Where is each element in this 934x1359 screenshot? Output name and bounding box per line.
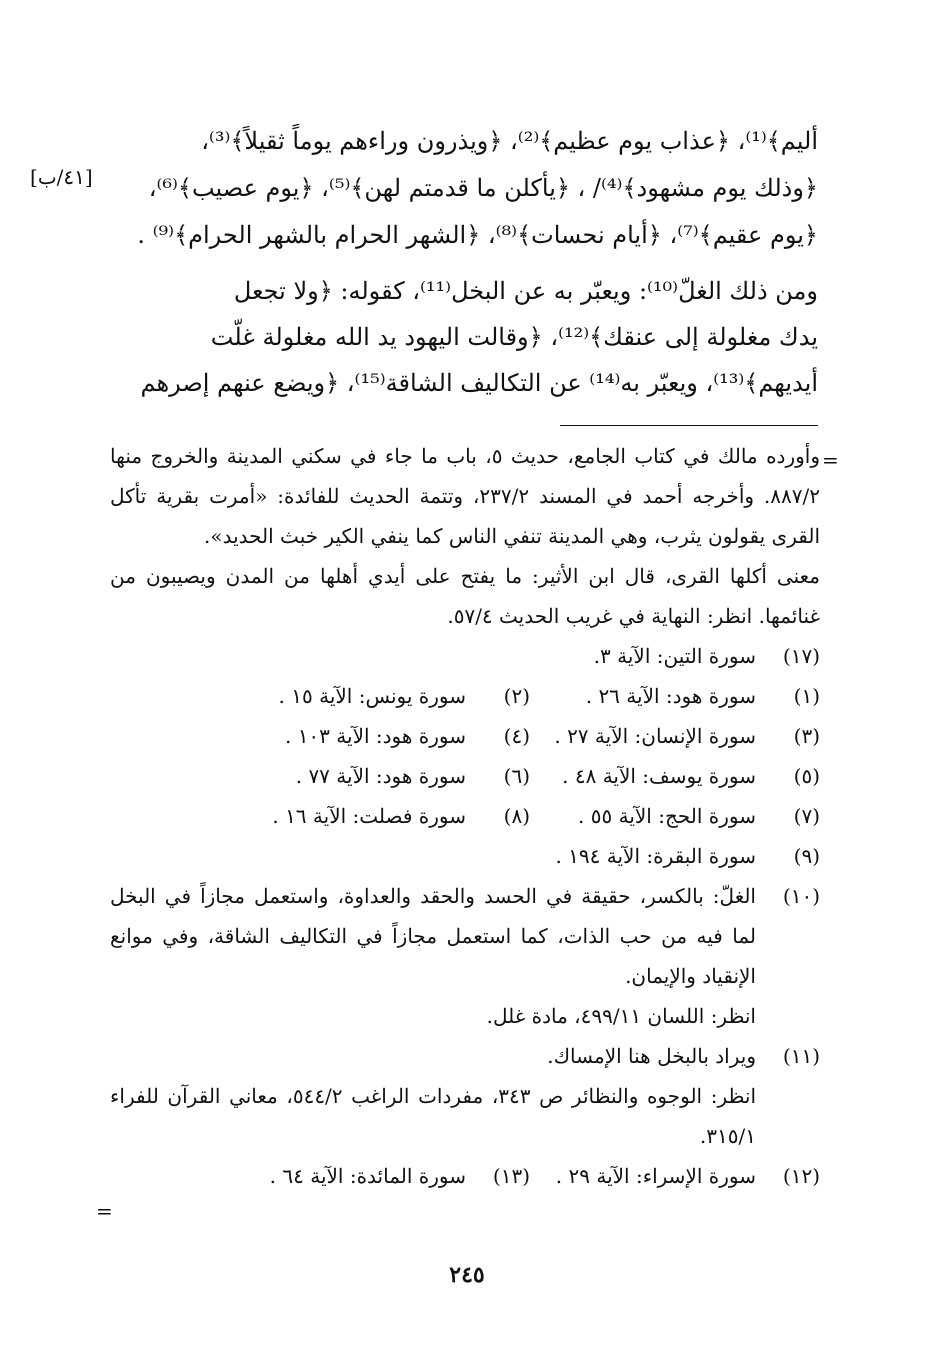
footnote-text: سورة فصلت: الآية ١٦ . (272, 804, 466, 828)
continued-mark-top: = (822, 448, 839, 472)
footnote-number: (٨) (503, 804, 530, 828)
folio-marker: [٤١/ب] (30, 165, 93, 189)
footnote-separator (560, 425, 818, 426)
paragraph-2 (118, 268, 818, 406)
footnote-number: (٧) (793, 804, 820, 828)
text-line: ومن ذلك الغلّ⁽¹⁰⁾: ويعبّر به عن البخل⁽¹¹⁾، كقوله: ﴿ولا تجعل (233, 277, 818, 305)
footnote-number: (٣) (793, 724, 820, 748)
footnote-text: سورة هود: الآية ٢٦ . (585, 684, 756, 708)
footnote-9 (110, 836, 820, 876)
footnote-number: (١٢) (782, 1164, 820, 1188)
text-line: يدك مغلولة إلى عنقك﴾⁽¹²⁾، ﴿وقالت اليهود يد الله مغلولة غلّت (210, 323, 818, 351)
footnote-continuation: وأورده مالك في كتاب الجامع، حديث ٥، باب ما جاء في سكني المدينة والخروج منها ٨٨٧/٢. وأخرجه أحمد في المسند ٢٣٧/٢، وتتمة الحديث للفائدة: «أمرت بقرية تأكل القرى يقولون يثرب، وهي المدينة تنفي الناس كما ينفي الكير خبث الحديد». (110, 444, 820, 548)
text-line: ﴿وذلك يوم مشهود﴾⁽⁴⁾/ ، ﴿يأكلن ما قدمتم لهن﴾⁽⁵⁾، ﴿يوم عصيب﴾⁽⁶⁾، (148, 174, 818, 202)
footnote-pair (110, 676, 820, 716)
footnote-11 (110, 1036, 820, 1076)
footnote-text: سورة التين: الآية ٣. (593, 644, 756, 668)
footnote-number: (١٠) (782, 884, 820, 908)
page-number: ٢٤٥ (449, 1262, 485, 1288)
footnote-reference: انظر: اللسان ٤٩٩/١١، مادة غلل. (486, 1004, 756, 1028)
footnote-number: (١٣) (492, 1164, 530, 1188)
footnote-text: ويراد بالبخل هنا الإمساك. (547, 1044, 756, 1068)
text-line: ﴿يوم عقيم﴾⁽⁷⁾، ﴿أيام نحسات﴾⁽⁸⁾، ﴿الشهر الحرام بالشهر الحرام﴾⁽⁹⁾ . (137, 221, 818, 249)
main-text (118, 118, 818, 406)
continued-mark-bottom: = (96, 1199, 113, 1223)
footnotes (110, 436, 820, 1196)
footnote-number: (٦) (503, 764, 530, 788)
footnote-text: سورة يونس: الآية ١٥ . (278, 684, 466, 708)
paragraph-1 (118, 118, 818, 259)
footnote-pair (110, 1156, 820, 1196)
text-line: أليم﴾⁽¹⁾، ﴿عذاب يوم عظيم﴾⁽²⁾، ﴿ويذرون وراءهم يوماً ثقيلاً﴾⁽³⁾، (201, 127, 818, 155)
footnote-text: سورة الإنسان: الآية ٢٧ . (554, 724, 756, 748)
footnote-number: (٢) (503, 684, 530, 708)
footnote-continuation: معنى أكلها القرى، قال ابن الأثير: ما يفتح على أيدي أهلها من المدن ويصيبون من غنائمها. انظر: النهاية في غريب الحديث ٥٧/٤. (110, 564, 820, 628)
footnote-pair (110, 716, 820, 756)
footnote-number: (٥) (793, 764, 820, 788)
footnote-number: (١١) (782, 1044, 820, 1068)
footnote-text: سورة المائدة: الآية ٦٤ . (269, 1164, 466, 1188)
footnote-text: سورة البقرة: الآية ١٩٤ . (555, 844, 756, 868)
footnote-reference: انظر: الوجوه والنظائر ص ٣٤٣، مفردات الراغب ٥٤٤/٢، معاني القرآن للفراء ٣١٥/١. (110, 1084, 757, 1148)
footnote-text: الغلّ: بالكسر، حقيقة في الحسد والحقد والعداوة، واستعمل مجازاً في البخل لما فيه من حب الذات، كما استعمل مجازاً في التكاليف الشاقة، وفي موانع الإنقياد والإيمان. (110, 884, 756, 988)
footnote-text: سورة هود: الآية ٧٧ . (295, 764, 466, 788)
footnote-number: (٤) (503, 724, 530, 748)
footnote-number: (٩) (793, 844, 820, 868)
footnote-number: (١) (793, 684, 820, 708)
footnote-pair (110, 756, 820, 796)
footnote-number: (١٧) (782, 644, 820, 668)
footnote-text: سورة الحج: الآية ٥٥ . (578, 804, 756, 828)
footnote-pair (110, 796, 820, 836)
footnote-17 (110, 636, 820, 676)
footnote-10 (110, 876, 820, 996)
footnote-text: سورة يوسف: الآية ٤٨ . (562, 764, 756, 788)
text-line: أيديهم﴾⁽¹³⁾، ويعبّر به⁽¹⁴⁾ عن التكاليف الشاقة⁽¹⁵⁾، ﴿ويضع عنهم إصرهم (140, 369, 818, 397)
footnote-text: سورة هود: الآية ١٠٣ . (284, 724, 466, 748)
footnote-text: سورة الإسراء: الآية ٢٩ . (555, 1164, 756, 1188)
